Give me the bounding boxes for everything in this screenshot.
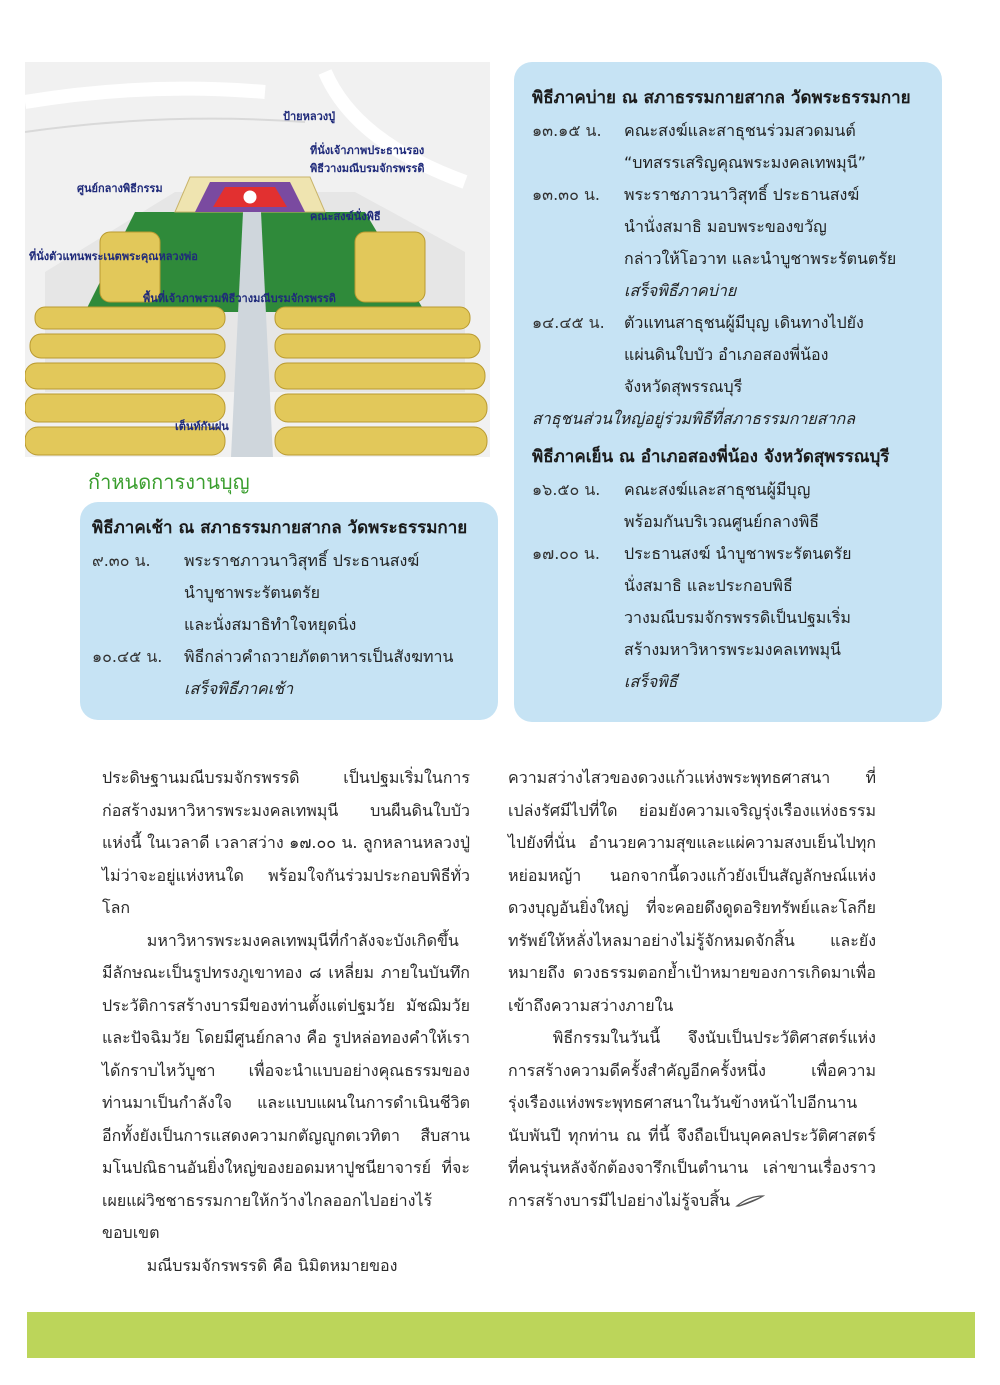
item-line: ประธานสงฆ์ นำบูชาพระรัตนตรัย — [624, 544, 852, 563]
item-line: จังหวัดสุพรรณบุรี — [624, 377, 743, 396]
schedule-item — [532, 115, 932, 179]
label-ceremony: พิธีวางมณีบรมจักรพรรดิ — [310, 162, 425, 175]
quill-pen-icon — [735, 1194, 765, 1208]
afternoon-closing: เสร็จพิธีภาคบ่าย — [624, 281, 737, 300]
item-line: นำบูชาพระรัตนตรัย — [184, 583, 320, 602]
afternoon-note: สาธุชนส่วนใหญ่อยู่ร่วมพิธีที่สภาธรรมกายสากล — [532, 409, 856, 428]
article-paragraph: มหาวิหารพระมงคลเทพมุนีที่กำลังจะบังเกิดขึ้น มีลักษณะเป็นรูปทรงภูเขาทอง ๘ เหลี่ยม ภายในบันทึกประวัติการสร้างบารมีของท่านตั้งแต่ปฐมวัย มัชฌิมวัยและปัจฉิมวัย โดยมีศูนย์กลาง คือ รูปหล่อทองคำให้เราได้กราบไหว้บูชา เพื่อจะนำแบบอย่างคุณธรรมของท่านมาเป็นกำลังใจ และแบบแผนในการดำเนินชีวิต อีกทั้งยังเป็นการแสดงความกตัญญูกตเวทิตา สืบสานมโนปณิธานอันยิ่งใหญ่ของยอดมหาปูชนียาจารย์ ที่จะเผยแผ่วิชชาธรรมกายให้กว้างไกลออกไปอย่างไร้ขอบเขต — [102, 930, 470, 1242]
article-paragraph: มณีบรมจักรพรรดิ คือ นิมิตหมายของ — [146, 1255, 398, 1275]
item-line: นั่งสมาธิ และประกอบพิธี — [624, 576, 793, 595]
article-right-column — [508, 762, 876, 1217]
article-paragraph: ความสว่างไสวของดวงแก้วแห่งพระพุทธศาสนา ที่เปล่งรัศมีไปที่ใด ย่อมยังความเจริญรุ่งเรืองแห่งธรรมไปยังที่นั่น อำนวยความสุขและแผ่ความสงบเย็นไปทุกหย่อมหญ้า นอกจากนี้ดวงแก้วยังเป็นสัญลักษณ์แห่งดวงบุญอันยิ่งใหญ่ ที่จะคอยดึงดูดอริยทรัพย์และโลกียทรัพย์ให้หลั่งไหลมาอย่างไม่รู้จักหมดจักสิ้น และยังหมายถึง ดวงธรรมตอกย้ำเป้าหมายของการเกิดมาเพื่อเข้าถึงความสว่างภายใน — [508, 768, 876, 1015]
evening-closing: เสร็จพิธี — [624, 672, 678, 691]
schedule-item — [532, 474, 932, 538]
article-paragraph-text: พิธีกรรมในวันนี้ จึงนับเป็นประวัติศาสตร์แห่งการสร้างความดีครั้งสำคัญอีกครั้งหนึ่ง เพื่อความรุ่งเรืองแห่งพระพุทธศาสนาในวันข้างหน้าไปอีกนานนับพันปี ทุกท่าน ณ ที่นี้ จึงถือเป็นบุคคลประวัติศาสตร์ ที่คนรุ่นหลังจักต้องจารึกเป็นตำนาน เล่าขานเรื่องราวการสร้างบารมีไปอย่างไม่รู้จบสิ้น — [508, 1028, 876, 1210]
item-time: ๑๓.๓๐ น. — [532, 185, 600, 204]
morning-closing: เสร็จพิธีภาคเช้า — [184, 679, 294, 698]
item-line: คณะสงฆ์และสาธุชนร่วมสวดมนต์ — [624, 121, 856, 140]
afternoon-evening-schedule-box — [514, 62, 942, 722]
item-time: ๑๐.๔๕ น. — [92, 647, 163, 666]
item-time: ๙.๓๐ น. — [92, 551, 151, 570]
label-rep-seat: ที่นั่งตัวแทนพระเนตพระคุณหลวงพ่อ — [29, 250, 198, 263]
item-line: สร้างมหาวิหารพระมงคลเทพมุนี — [624, 640, 841, 659]
item-line: “บทสรรเสริญคุณพระมงคลเทพมุนี” — [624, 153, 866, 172]
afternoon-heading: พิธีภาคบ่าย ณ สภาธรรมกายสากล วัดพระธรรมกาย — [532, 88, 911, 108]
label-monks: คณะสงฆ์นั่งพิธี — [310, 210, 381, 223]
item-line: วางมณีบรมจักรพรรดิเป็นปฐมเริ่ม — [624, 608, 851, 627]
schedule-item — [532, 179, 932, 307]
label-top: ป้ายหลวงปู่ — [283, 110, 336, 123]
morning-heading: พิธีภาคเช้า ณ สภาธรรมกายสากล วัดพระธรรมกาย — [92, 518, 468, 538]
schedule-item — [532, 538, 932, 698]
item-line: พร้อมกันบริเวณศูนย์กลางพิธี — [624, 512, 820, 531]
footer-bar — [27, 1312, 975, 1358]
schedule-title: กำหนดการงานบุญ — [88, 470, 250, 494]
item-line: พระราชภาวนาวิสุทธิ์ ประธานสงฆ์ — [624, 185, 860, 204]
item-line: แผ่นดินใบบัว อำเภอสองพี่น้อง — [624, 345, 829, 364]
item-time: ๑๖.๕๐ น. — [532, 480, 601, 499]
label-center: ศูนย์กลางพิธีกรรม — [77, 182, 163, 195]
item-time: ๑๓.๑๕ น. — [532, 121, 602, 140]
item-line: คณะสงฆ์และสาธุชนผู้มีบุญ — [624, 480, 811, 499]
item-line: ตัวแทนสาธุชนผู้มีบุญ เดินทางไปยัง — [624, 313, 864, 332]
item-line: นำนั่งสมาธิ มอบพระของขวัญ — [624, 217, 827, 236]
item-line: พระราชภาวนาวิสุทธิ์ ประธานสงฆ์ — [184, 551, 420, 570]
label-tent: เต็นท์กันฝน — [175, 420, 229, 433]
article-left-column — [102, 762, 470, 1282]
ceremony-site-illustration — [25, 62, 490, 457]
schedule-item — [92, 641, 488, 705]
item-line: พิธีกล่าวคำถวายภัตตาหารเป็นสังฆทาน — [184, 647, 454, 666]
label-vip-seat: ที่นั่งเจ้าภาพประธานรอง — [310, 144, 425, 157]
evening-heading: พิธีภาคเย็น ณ อำเภอสองพี่น้อง จังหวัดสุพรรณบุรี — [532, 447, 890, 467]
item-time: ๑๔.๔๕ น. — [532, 313, 605, 332]
label-host-area: พื้นที่เจ้าภาพรวมพิธีวางมณีบรมจักรพรรดิ — [143, 292, 336, 305]
item-time: ๑๗.๐๐ น. — [532, 544, 600, 563]
schedule-item — [532, 307, 932, 403]
morning-schedule-box — [80, 502, 498, 720]
schedule-item — [92, 545, 488, 641]
article-paragraph: ประดิษฐานมณีบรมจักรพรรดิ เป็นปฐมเริ่มในการก่อสร้างมหาวิหารพระมงคลเทพมุนี บนผืนดินใบบัวแห่งนี้ ในเวลาดี เวลาสว่าง ๑๗.๐๐ น. ลูกหลานหลวงปู่ไม่ว่าจะอยู่แห่งหนใด พร้อมใจกันร่วมประกอบพิธีทั่วโลก — [102, 768, 470, 917]
article-paragraph — [508, 1022, 876, 1217]
item-line: กล่าวให้โอวาท และนำบูชาพระรัตนตรัย — [624, 249, 897, 268]
item-line: และนั่งสมาธิทำใจหยุดนิ่ง — [184, 615, 357, 634]
